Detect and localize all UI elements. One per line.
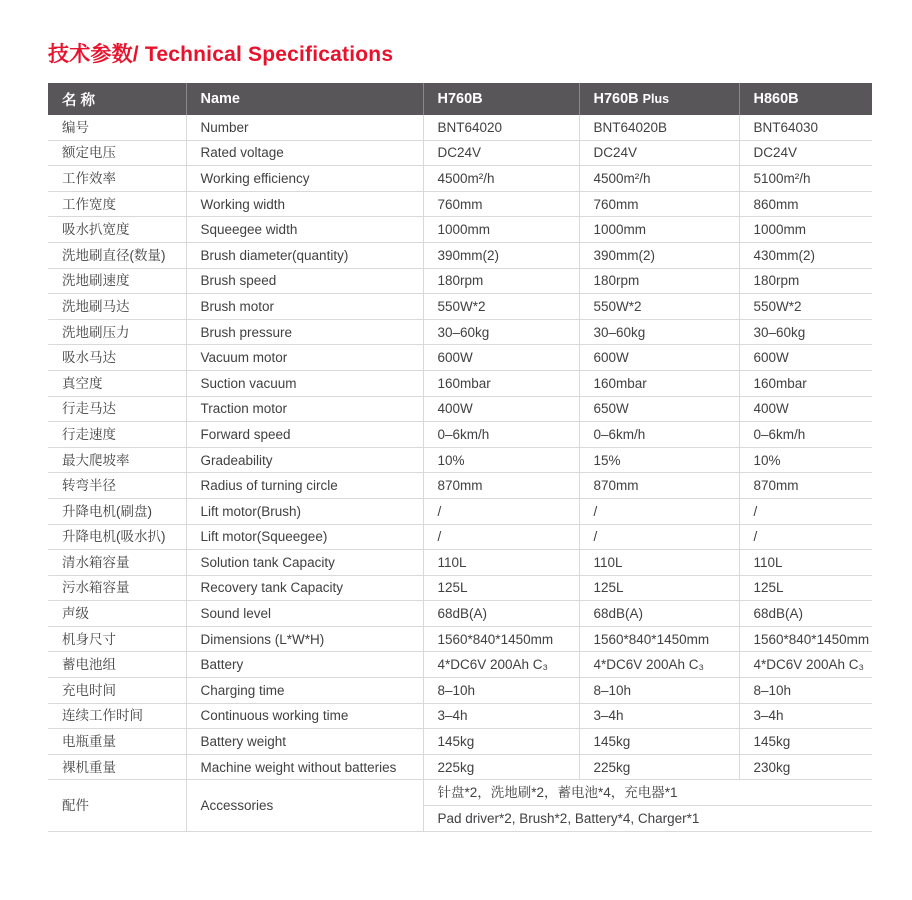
spec-en-cell: Lift motor(Brush) [186, 498, 423, 524]
spec-value-cell: BNT64020 [423, 115, 579, 140]
spec-row [48, 140, 872, 166]
spec-en-cell: Brush pressure [186, 319, 423, 345]
spec-en-cell: Solution tank Capacity [186, 550, 423, 576]
spec-value-cell: 225kg [423, 754, 579, 780]
spec-row [48, 217, 872, 243]
spec-en-cell: Forward speed [186, 422, 423, 448]
spec-value-cell: 125L [579, 575, 739, 601]
spec-value-cell: 390mm(2) [423, 242, 579, 268]
spec-en-cell: Recovery tank Capacity [186, 575, 423, 601]
spec-cn-cell: 转弯半径 [48, 473, 186, 499]
spec-value-cell: DC24V [739, 140, 872, 166]
accessories-value-cn: 针盘*2，洗地刷*2，蓄电池*4，充电器*1 [423, 780, 872, 806]
spec-cn-cell: 吸水马达 [48, 345, 186, 371]
spec-row [48, 268, 872, 294]
spec-row [48, 396, 872, 422]
spec-value-cell: 390mm(2) [579, 242, 739, 268]
page-title-english: Technical Specifications [138, 43, 394, 66]
spec-value-cell: 4*DC6V 200Ah C₃ [423, 652, 579, 678]
spec-value-cell: 180rpm [579, 268, 739, 294]
spec-value-cell: DC24V [423, 140, 579, 166]
spec-cn-cell: 连续工作时间 [48, 703, 186, 729]
spec-en-cell: Brush diameter(quantity) [186, 242, 423, 268]
spec-value-cell: 125L [423, 575, 579, 601]
spec-value-cell: 30–60kg [579, 319, 739, 345]
spec-row [48, 498, 872, 524]
spec-en-cell: Brush speed [186, 268, 423, 294]
header-model-h860b: H860B [739, 83, 872, 115]
spec-cn-cell: 充电时间 [48, 678, 186, 704]
spec-value-cell: 180rpm [739, 268, 872, 294]
accessories-value-en: Pad driver*2, Brush*2, Battery*4, Charger*1 [423, 806, 872, 832]
spec-cn-cell: 行走速度 [48, 422, 186, 448]
spec-value-cell: 225kg [579, 754, 739, 780]
spec-value-cell: 0–6km/h [739, 422, 872, 448]
spec-value-cell: 4*DC6V 200Ah C₃ [579, 652, 739, 678]
spec-value-cell: 145kg [423, 729, 579, 755]
table-body [48, 115, 872, 831]
spec-en-cell: Suction vacuum [186, 370, 423, 396]
spec-value-cell: 4500m²/h [579, 166, 739, 192]
spec-value-cell: 0–6km/h [423, 422, 579, 448]
spec-en-cell: Traction motor [186, 396, 423, 422]
spec-value-cell: 145kg [579, 729, 739, 755]
spec-en-cell: Vacuum motor [186, 345, 423, 371]
spec-value-cell: / [739, 498, 872, 524]
spec-value-cell: 160mbar [423, 370, 579, 396]
header-model-h760b-plus: H760B Plus [579, 83, 739, 115]
spec-cn-cell: 真空度 [48, 370, 186, 396]
spec-cn-cell: 电瓶重量 [48, 729, 186, 755]
spec-value-cell: 1000mm [739, 217, 872, 243]
spec-row [48, 729, 872, 755]
spec-value-cell: 3–4h [579, 703, 739, 729]
page-title-chinese: 技术参数/ [48, 43, 139, 66]
spec-cn-cell: 污水箱容量 [48, 575, 186, 601]
spec-value-cell: 68dB(A) [579, 601, 739, 627]
spec-value-cell: / [423, 498, 579, 524]
spec-cn-cell: 机身尺寸 [48, 626, 186, 652]
header-model-h760b: H760B [423, 83, 579, 115]
spec-value-cell: 8–10h [739, 678, 872, 704]
spec-row [48, 601, 872, 627]
table-header-row [48, 83, 872, 115]
spec-value-cell: DC24V [579, 140, 739, 166]
spec-cn-cell: 配件 [48, 780, 186, 831]
spec-value-cell: 180rpm [423, 268, 579, 294]
header-name-en: Name [186, 83, 423, 115]
spec-value-cell: 1000mm [423, 217, 579, 243]
spec-value-cell: 870mm [579, 473, 739, 499]
spec-value-cell: / [579, 498, 739, 524]
spec-row [48, 754, 872, 780]
spec-cn-cell: 清水箱容量 [48, 550, 186, 576]
spec-en-cell: Sound level [186, 601, 423, 627]
spec-cn-cell: 工作宽度 [48, 191, 186, 217]
spec-cn-cell: 额定电压 [48, 140, 186, 166]
spec-value-cell: 145kg [739, 729, 872, 755]
spec-value-cell: 870mm [739, 473, 872, 499]
spec-value-cell: 3–4h [423, 703, 579, 729]
spec-value-cell: 600W [579, 345, 739, 371]
spec-row [48, 652, 872, 678]
spec-en-cell: Accessories [186, 780, 423, 831]
spec-row [48, 166, 872, 192]
spec-value-cell: 550W*2 [423, 294, 579, 320]
spec-cn-cell: 行走马达 [48, 396, 186, 422]
spec-cn-cell: 最大爬坡率 [48, 447, 186, 473]
spec-en-cell: Dimensions (L*W*H) [186, 626, 423, 652]
spec-row [48, 345, 872, 371]
spec-cn-cell: 升降电机(吸水扒) [48, 524, 186, 550]
spec-value-cell: 160mbar [739, 370, 872, 396]
spec-value-cell: 68dB(A) [739, 601, 872, 627]
spec-value-cell: / [423, 524, 579, 550]
spec-en-cell: Working efficiency [186, 166, 423, 192]
spec-row [48, 473, 872, 499]
spec-cn-cell: 洗地刷直径(数量) [48, 242, 186, 268]
spec-value-cell: 1560*840*1450mm [739, 626, 872, 652]
spec-en-cell: Charging time [186, 678, 423, 704]
spec-value-cell: 5100m²/h [739, 166, 872, 192]
spec-value-cell: 430mm(2) [739, 242, 872, 268]
spec-value-cell: 1560*840*1450mm [423, 626, 579, 652]
spec-value-cell: 860mm [739, 191, 872, 217]
spec-row [48, 422, 872, 448]
spec-cn-cell: 洗地刷速度 [48, 268, 186, 294]
spec-value-cell: 10% [423, 447, 579, 473]
page-title [48, 38, 393, 68]
spec-cn-cell: 声级 [48, 601, 186, 627]
spec-value-cell: 760mm [579, 191, 739, 217]
spec-cn-cell: 洗地刷马达 [48, 294, 186, 320]
spec-row [48, 191, 872, 217]
spec-value-cell: 68dB(A) [423, 601, 579, 627]
spec-value-cell: 1560*840*1450mm [579, 626, 739, 652]
spec-value-cell: 550W*2 [739, 294, 872, 320]
spec-value-cell: 15% [579, 447, 739, 473]
technical-specifications-table [48, 83, 872, 832]
spec-en-cell: Battery weight [186, 729, 423, 755]
spec-value-cell: 110L [423, 550, 579, 576]
spec-cn-cell: 洗地刷压力 [48, 319, 186, 345]
spec-cn-cell: 蓄电池组 [48, 652, 186, 678]
spec-value-cell: 8–10h [423, 678, 579, 704]
spec-en-cell: Battery [186, 652, 423, 678]
spec-en-cell: Radius of turning circle [186, 473, 423, 499]
spec-en-cell: Gradeability [186, 447, 423, 473]
spec-value-cell: 30–60kg [423, 319, 579, 345]
spec-row [48, 294, 872, 320]
spec-row [48, 115, 872, 140]
spec-row [48, 678, 872, 704]
spec-en-cell: Lift motor(Squeegee) [186, 524, 423, 550]
accessories-row-cn [48, 780, 872, 806]
spec-row [48, 370, 872, 396]
spec-cn-cell: 编号 [48, 115, 186, 140]
spec-value-cell: 4500m²/h [423, 166, 579, 192]
spec-value-cell: 110L [739, 550, 872, 576]
spec-row [48, 447, 872, 473]
spec-en-cell: Brush motor [186, 294, 423, 320]
spec-value-cell: 600W [423, 345, 579, 371]
spec-row [48, 524, 872, 550]
spec-en-cell: Continuous working time [186, 703, 423, 729]
spec-row [48, 703, 872, 729]
spec-value-cell: BNT64020B [579, 115, 739, 140]
spec-value-cell: BNT64030 [739, 115, 872, 140]
spec-row [48, 626, 872, 652]
spec-en-cell: Working width [186, 191, 423, 217]
spec-en-cell: Number [186, 115, 423, 140]
spec-value-cell: 0–6km/h [579, 422, 739, 448]
spec-value-cell: 10% [739, 447, 872, 473]
spec-cn-cell: 工作效率 [48, 166, 186, 192]
spec-value-cell: / [579, 524, 739, 550]
spec-row [48, 550, 872, 576]
spec-value-cell: 600W [739, 345, 872, 371]
spec-value-cell: 110L [579, 550, 739, 576]
spec-value-cell: 400W [739, 396, 872, 422]
spec-value-cell: 30–60kg [739, 319, 872, 345]
spec-cn-cell: 吸水扒宽度 [48, 217, 186, 243]
spec-value-cell: 1000mm [579, 217, 739, 243]
spec-value-cell: 550W*2 [579, 294, 739, 320]
spec-row [48, 242, 872, 268]
header-name-cn: 名 称 [48, 83, 186, 115]
spec-value-cell: 8–10h [579, 678, 739, 704]
spec-cn-cell: 裸机重量 [48, 754, 186, 780]
spec-en-cell: Rated voltage [186, 140, 423, 166]
spec-value-cell: 3–4h [739, 703, 872, 729]
spec-value-cell: / [739, 524, 872, 550]
spec-value-cell: 160mbar [579, 370, 739, 396]
spec-value-cell: 870mm [423, 473, 579, 499]
spec-en-cell: Machine weight without batteries [186, 754, 423, 780]
spec-value-cell: 760mm [423, 191, 579, 217]
spec-value-cell: 650W [579, 396, 739, 422]
spec-row [48, 319, 872, 345]
spec-en-cell: Squeegee width [186, 217, 423, 243]
spec-row [48, 575, 872, 601]
spec-value-cell: 230kg [739, 754, 872, 780]
spec-value-cell: 400W [423, 396, 579, 422]
spec-value-cell: 4*DC6V 200Ah C₃ [739, 652, 872, 678]
spec-value-cell: 125L [739, 575, 872, 601]
spec-cn-cell: 升降电机(刷盘) [48, 498, 186, 524]
